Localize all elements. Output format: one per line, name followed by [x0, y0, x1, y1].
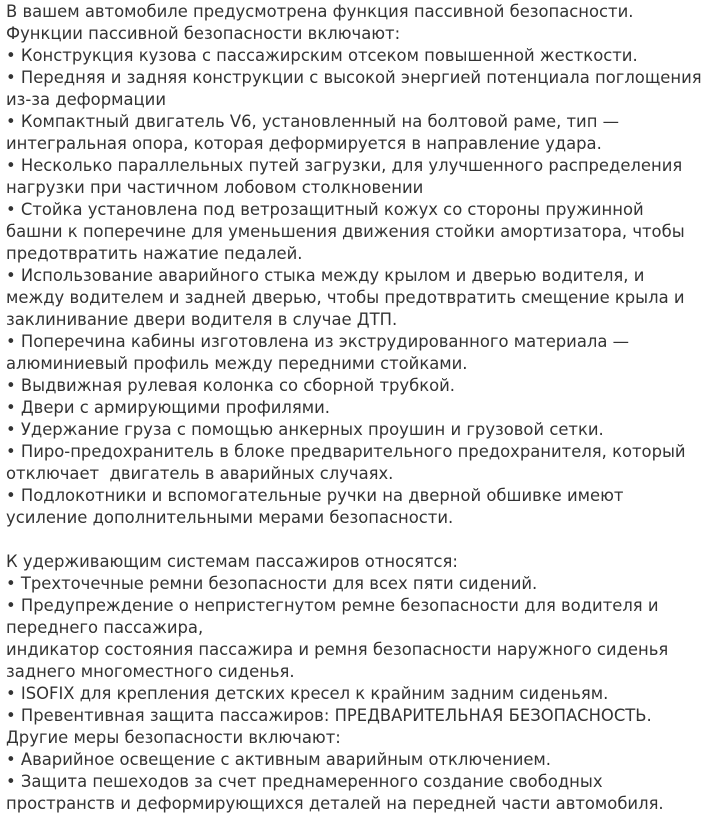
- list-item-continuation: заднего многоместного сиденья.: [6, 662, 295, 681]
- list-item-continuation: алюминиевый профиль между передними стойками.: [6, 354, 468, 373]
- list-item: • Поперечина кабины изготовлена из экструдированного материала —: [6, 332, 630, 351]
- list-item: • ISOFIX для крепления детских кресел к крайним задним сиденьям.: [6, 684, 609, 703]
- passive-safety-section: [6, 1, 702, 529]
- list-item-continuation: нагрузки при частичном лобовом столкновении: [6, 178, 424, 197]
- list-item-continuation: пространств и деформирующихся деталей на передней части автомобиля.: [6, 794, 664, 813]
- intro-text: В вашем автомобиле предусмотрена функция пассивной безопасности.: [6, 2, 634, 21]
- list-item-continuation: отключает двигатель в аварийных случаях.: [6, 464, 394, 483]
- list-item: • Подлокотники и вспомогательные ручки на дверной обшивке имеют: [6, 486, 624, 505]
- list-item: • Конструкция кузова с пассажирским отсеком повышенной жесткости.: [6, 46, 638, 65]
- list-item-continuation: между водителем и задней дверью, чтобы предотвратить смещение крыла и: [6, 288, 685, 307]
- list-item-continuation: переднего пассажира,: [6, 618, 204, 637]
- list-item: • Пиро-предохранитель в блоке предварительного предохранителя, который: [6, 442, 686, 461]
- list-item: • Превентивная защита пассажиров: ПРЕДВАРИТЕЛЬНАЯ БЕЗОПАСНОСТЬ.: [6, 706, 652, 725]
- occupant-restraint-section: [6, 551, 702, 815]
- paragraph-spacer: [6, 529, 702, 551]
- list-item: • Аварийное освещение с активным аварийным отключением.: [6, 750, 552, 769]
- list-item-continuation: заклинивание двери водителя в случае ДТП.: [6, 310, 398, 329]
- list-item-continuation: интегральная опора, которая деформируется в направление удара.: [6, 134, 602, 153]
- list-item: • Использование аварийного стыка между крылом и дверью водителя, и: [6, 266, 645, 285]
- section-header: Другие меры безопасности включают:: [6, 728, 341, 747]
- list-item: • Выдвижная рулевая колонка со сборной трубкой.: [6, 376, 456, 395]
- list-item: • Защита пешеходов за счет преднамеренного создание свободных: [6, 772, 603, 791]
- list-item: • Передняя и задняя конструкции с высокой энергией потенциала поглощения: [6, 68, 702, 87]
- list-item: • Двери с армирующими профилями.: [6, 398, 330, 417]
- list-item-continuation: из-за деформации: [6, 90, 166, 109]
- list-item-continuation: усиление дополнительными мерами безопасности.: [6, 508, 454, 527]
- list-item-continuation: башни к поперечине для уменьшения движения стойки амортизатора, чтобы: [6, 222, 685, 241]
- list-item-continuation: предотвратить нажатие педалей.: [6, 244, 303, 263]
- list-item: • Трехточечные ремни безопасности для всех пяти сидений.: [6, 574, 538, 593]
- list-item-continuation: индикатор состояния пассажира и ремня безопасности наружного сиденья: [6, 640, 669, 659]
- list-item: • Предупреждение о непристегнутом ремне безопасности для водителя и: [6, 596, 659, 615]
- list-item: • Компактный двигатель V6, установленный на болтовой раме, тип —: [6, 112, 620, 131]
- list-item: • Стойка установлена под ветрозащитный кожух со стороны пружинной: [6, 200, 644, 219]
- list-item: • Несколько параллельных путей загрузки, для улучшенного распределения: [6, 156, 683, 175]
- section-header: Функции пассивной безопасности включают:: [6, 24, 401, 43]
- section-header: К удерживающим системам пассажиров относятся:: [6, 552, 458, 571]
- list-item: • Удержание груза с помощью анкерных проушин и грузовой сетки.: [6, 420, 604, 439]
